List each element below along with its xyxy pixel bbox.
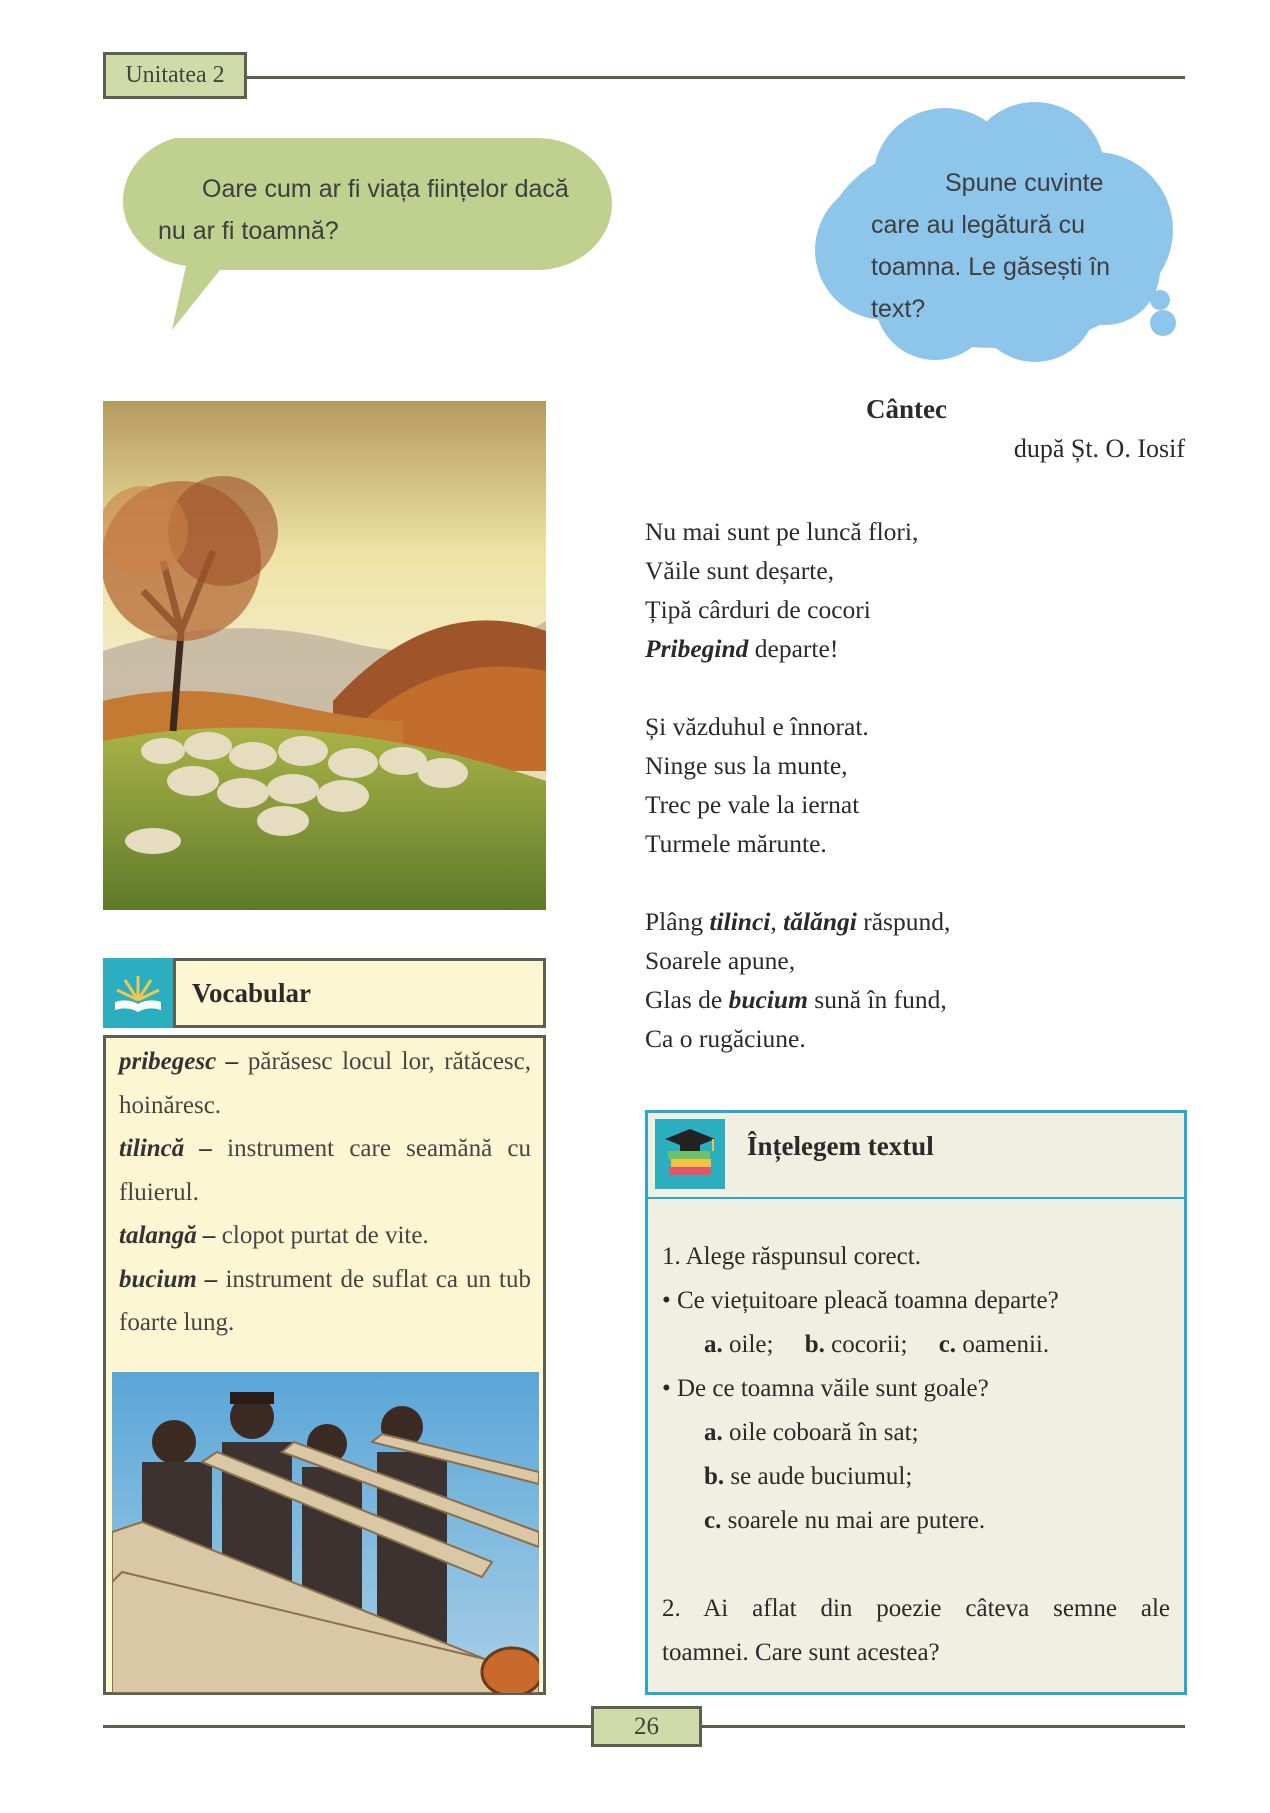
poem-text: Trec pe vale la iernat xyxy=(645,790,860,819)
poem-line xyxy=(645,551,950,590)
option-text: oile coboară în sat; xyxy=(722,1419,919,1446)
option-text: se aude buciumul; xyxy=(724,1463,913,1490)
option-text: soarele nu mai are putere. xyxy=(721,1507,986,1534)
book-sun-icon xyxy=(103,958,173,1028)
poem-stanza xyxy=(645,902,950,1058)
vocabular-title: Vocabular xyxy=(173,958,546,1028)
page-number: 26 xyxy=(591,1706,702,1747)
q1-item1: • Ce viețuitoare pleacă toamna departe? xyxy=(662,1287,1059,1314)
graduation-books-icon xyxy=(655,1119,725,1189)
footer-rule-right xyxy=(702,1725,1185,1728)
exercise-title-rule xyxy=(648,1197,1184,1199)
q1-item1-options xyxy=(662,1323,1170,1367)
q1-item2-option-b xyxy=(662,1455,1170,1499)
option-letter: c. xyxy=(938,1331,957,1358)
vocabular-entry xyxy=(119,1127,531,1214)
poem-line xyxy=(645,941,950,980)
q1-item2-option-c xyxy=(662,1499,1170,1543)
poem-author: după Șt. O. Iosif xyxy=(1013,434,1185,463)
bucium-players-photo xyxy=(112,1372,539,1693)
poem-title: Cântec xyxy=(866,394,947,424)
unit-label: Unitatea 2 xyxy=(103,52,247,99)
poem-stanza xyxy=(645,707,950,863)
vocabular-term: pribegesc – xyxy=(119,1048,239,1075)
vocabular-term: bucium – xyxy=(119,1265,218,1293)
vocabular-term: tilincă – xyxy=(119,1135,212,1162)
poem-line xyxy=(645,785,950,824)
q1-item2-option-a xyxy=(662,1411,1170,1455)
option-letter: a. xyxy=(704,1419,723,1446)
vocabular-definition: instrument de suflat ca un tub foarte lung. xyxy=(119,1265,532,1336)
vocabular-term: talangă – xyxy=(119,1222,216,1249)
footer-rule-left xyxy=(103,1725,591,1728)
option-text: cocorii; xyxy=(824,1331,908,1358)
poem-line xyxy=(645,512,950,551)
vocabular-entry xyxy=(119,1214,531,1258)
q2-line1: 2. Ai aflat din poezie câteva semne ale xyxy=(662,1595,1170,1622)
poem-text: Văile sunt deșarte, xyxy=(645,556,835,585)
poem-line xyxy=(645,980,950,1019)
poem-keyword: tilinci xyxy=(709,907,771,936)
option-letter: a. xyxy=(704,1331,723,1358)
poem-line xyxy=(645,902,950,941)
poem-keyword: bucium xyxy=(728,985,808,1014)
option-letter: c. xyxy=(704,1507,722,1534)
spacer xyxy=(662,1543,1170,1587)
poem-line xyxy=(645,824,950,863)
poem-stanza xyxy=(645,512,950,668)
poem-text: Ninge sus la munte, xyxy=(645,751,848,780)
exercise-content xyxy=(662,1235,1170,1675)
option-letter: b. xyxy=(804,1331,825,1358)
vocabular-entry xyxy=(119,1258,531,1345)
poem-text: Soarele apune, xyxy=(645,946,796,975)
poem-keyword: Pribegind xyxy=(645,634,749,663)
poem-text: sună în fund, xyxy=(807,985,947,1014)
poem-line xyxy=(645,1019,950,1058)
option-letter: b. xyxy=(704,1463,725,1490)
poem-text: Țipă cârduri de cocori xyxy=(645,595,871,624)
vocabular-definition: clopot purtat de vite. xyxy=(215,1222,429,1249)
vocabular-definition: părăsesc locul lor, rătăcesc, hoinăresc. xyxy=(119,1048,531,1119)
poem-body xyxy=(645,512,950,1097)
speech-bubble-text: Oare cum ar fi viața ființelor dacă nu ar fi toamnă? xyxy=(158,175,569,245)
poem-text: Glas de xyxy=(645,985,729,1014)
option-text: oamenii. xyxy=(956,1331,1050,1358)
q2-line2: toamnei. Care sunt acestea? xyxy=(662,1639,940,1666)
poem-line xyxy=(645,707,950,746)
q1-prompt: 1. Alege răspunsul corect. xyxy=(662,1243,921,1270)
poem-text: răspund, xyxy=(856,907,951,936)
poem-keyword: tălăngi xyxy=(783,907,857,936)
poem-line xyxy=(645,746,950,785)
poem-line xyxy=(645,590,950,629)
q1-item2: • De ce toamna văile sunt goale? xyxy=(662,1375,989,1402)
header-rule xyxy=(247,76,1185,79)
poem-text: Și văzduhul e înnorat. xyxy=(645,712,869,741)
poem-text: departe! xyxy=(748,634,839,663)
option-text: oile; xyxy=(722,1331,774,1358)
poem-text: Nu mai sunt pe luncă flori, xyxy=(645,517,919,546)
autumn-sheep-photo xyxy=(103,401,546,910)
vocabular-entry xyxy=(119,1040,531,1127)
thought-cloud-text: Spune cuvinte care au legătură cu toamna. Le găsești în text? xyxy=(871,169,1111,323)
poem-text: , xyxy=(770,907,784,936)
poem-text: Turmele mărunte. xyxy=(645,829,827,858)
poem-text: Ca o rugăciune. xyxy=(645,1024,806,1053)
poem-line xyxy=(645,629,950,668)
vocabular-list xyxy=(119,1040,531,1345)
vocabular-definition: instrument care seamănă cu fluierul. xyxy=(119,1135,531,1206)
poem-text: Plâng xyxy=(645,907,710,936)
exercise-title: Înțelegem textul xyxy=(747,1131,934,1161)
